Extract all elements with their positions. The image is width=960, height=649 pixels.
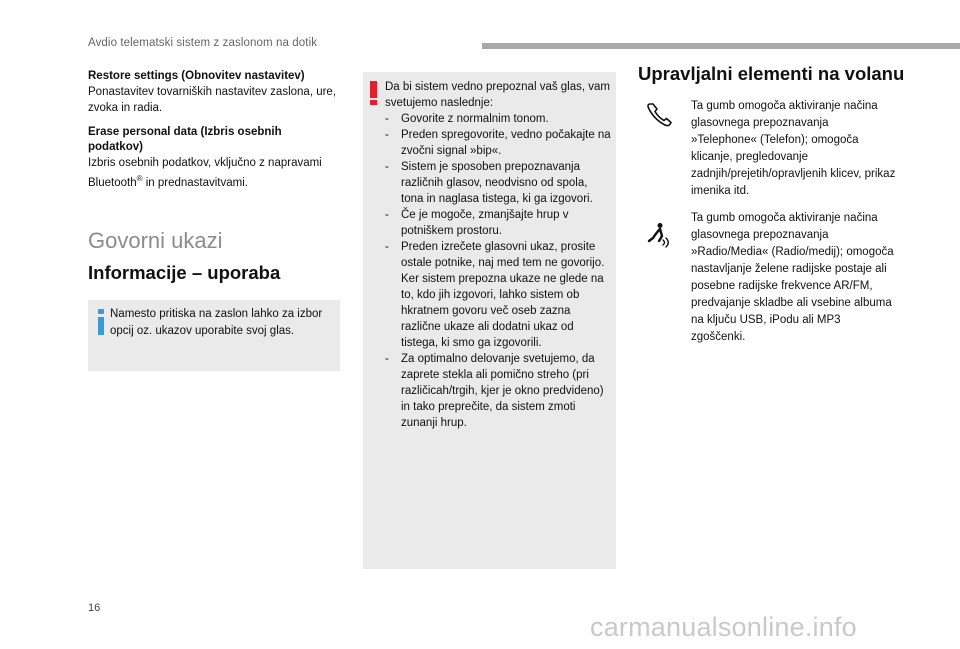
erase-data-heading: Erase personal data (Izbris osebnih podatkov) bbox=[88, 126, 282, 153]
erase-data-text-end: in prednastavitvami. bbox=[142, 176, 248, 189]
phone-control-text: Ta gumb omogoča aktiviranje načina glasovnega prepoznavanja »Telephone« (Telefon); omogoča klicanje, pregledovanje zadnjih/prejetih/opravljenih klicev, prikaz imenika itd. bbox=[691, 100, 896, 197]
warning-list bbox=[385, 111, 613, 431]
erase-data-block bbox=[88, 125, 338, 191]
warning-box bbox=[363, 72, 616, 569]
watermark: carmanualsonline.info bbox=[590, 612, 857, 642]
list-item-text: Govorite z normalnim tonom. bbox=[401, 113, 549, 125]
subsection-title: Informacije – uporaba bbox=[88, 262, 281, 283]
section-title: Govorni ukazi bbox=[88, 228, 223, 253]
warning-icon-dot bbox=[370, 100, 377, 105]
list-item: - Če je mogoče, zmanjšajte hrup v potniškem prostoru. bbox=[385, 209, 569, 237]
steering-controls-title: Upravljalni elementi na volanu bbox=[638, 63, 905, 84]
list-item: - Za optimalno delovanje svetujemo, da zaprete stekla ali pomično streho (pri različicah/trgih, kjer je okno predvideno) in tako preprečite, da sistem zmoti zunanji hrup. bbox=[385, 353, 604, 429]
list-item: - Govorite z normalnim tonom. bbox=[385, 113, 549, 125]
list-item: - Preden spregovorite, vedno počakajte na zvočni signal »bip«. bbox=[385, 129, 611, 157]
registered-mark: ® bbox=[136, 174, 143, 183]
info-icon bbox=[97, 309, 105, 335]
list-item-text: Preden izrečete glasovni ukaz, prosite ostale potnike, naj med tem ne govorijo. Ker sistem prepozna ukaze ne glede na to, kdo jih izgovori, lahko sistem ob hkratnem govoru več oseb zazna različne ukaze ali dodatni ukaz od tistega, ki smo ga izgovorili. bbox=[401, 241, 605, 349]
list-item-text: Sistem je sposoben prepoznavanja različnih glasov, neodvisno od spola, tona in naglasa tistega, ki ga izgovori. bbox=[401, 161, 593, 205]
settings-column bbox=[88, 69, 338, 200]
page-number: 16 bbox=[88, 602, 101, 614]
restore-settings-block bbox=[88, 69, 338, 116]
header-title: Avdio telematski sistem z zaslonom na dotik bbox=[88, 37, 318, 49]
warning-icon-bar bbox=[370, 81, 377, 98]
header-bar bbox=[482, 43, 960, 49]
list-item: - Sistem je sposoben prepoznavanja različnih glasov, neodvisno od spola, tona in naglasa tistega, ki ga izgovori. bbox=[385, 161, 593, 205]
voice-command-icon bbox=[645, 221, 673, 249]
radio-media-control-text: Ta gumb omogoča aktiviranje načina glasovnega prepoznavanja »Radio/Media« (Radio/medij); omogoča nastavljanje želene radijske postaje ali posebne radijske frekvence AR/FM, predvajanje skladbe ali vsebine albuma na ključu USB, iPodu ali MP3 zgoščenki. bbox=[691, 212, 894, 343]
info-text: Namesto pritiska na zaslon lahko za izbor opcij oz. ukazov uporabite svoj glas. bbox=[110, 308, 323, 337]
warning-intro: Da bi sistem vedno prepoznal vaš glas, vam svetujemo naslednje: bbox=[385, 81, 610, 109]
list-item-text: Za optimalno delovanje svetujemo, da zaprete stekla ali pomično streho (pri različicah/trgih, kjer je okno predvideno) in tako preprečite, da sistem zmoti zunanji hrup. bbox=[401, 353, 604, 429]
info-icon-bar bbox=[98, 317, 104, 335]
phone-handset-icon bbox=[646, 101, 674, 129]
list-item-text: Če je mogoče, zmanjšajte hrup v potniškem prostoru. bbox=[401, 209, 569, 237]
restore-settings-heading: Restore settings (Obnovitev nastavitev) bbox=[88, 70, 305, 82]
restore-settings-text: Ponastavitev tovarniških nastavitev zaslona, ure, zvoka in radia. bbox=[88, 86, 337, 114]
info-box bbox=[88, 300, 340, 371]
list-item: - Preden izrečete glasovni ukaz, prosite ostale potnike, naj med tem ne govorijo. Ker sistem prepozna ukaze ne glede na to, kdo jih izgovori, lahko sistem ob hkratnem govoru več oseb zazna različne ukaze ali dodatni ukaz od tistega, ki smo ga izgovorili. bbox=[385, 241, 605, 349]
erase-data-text bbox=[88, 155, 338, 191]
info-icon-dot bbox=[98, 309, 104, 314]
erase-data-text-start: Izbris osebnih podatkov, vključno z napravami Bluetooth bbox=[88, 157, 322, 189]
warning-icon bbox=[370, 81, 377, 105]
list-item-text: Preden spregovorite, vedno počakajte na zvočni signal »bip«. bbox=[401, 129, 611, 157]
